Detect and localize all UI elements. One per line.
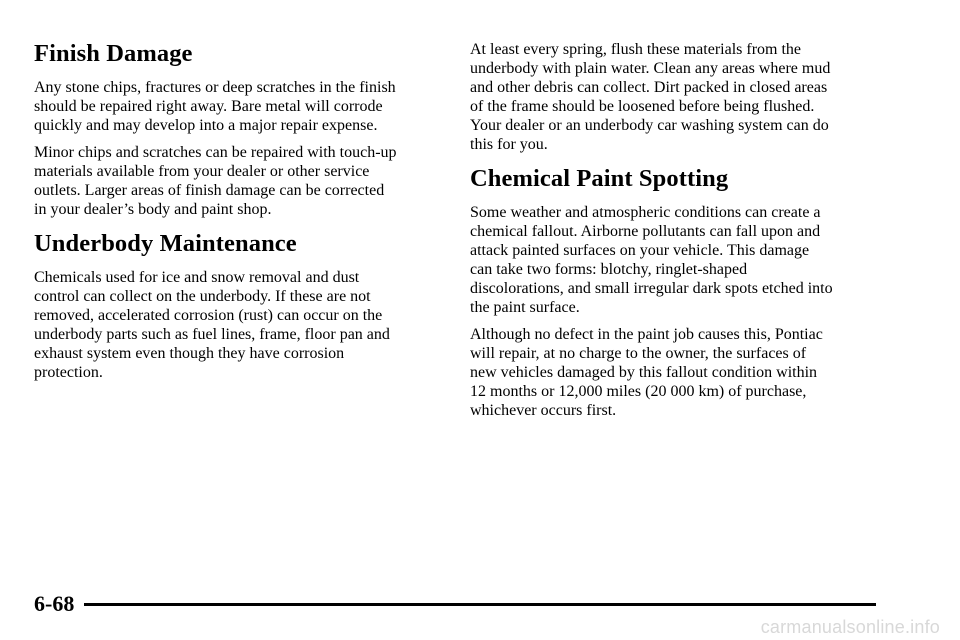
watermark: carmanualsonline.info [760, 617, 940, 637]
chemical-paint-spotting-heading: Chemical Paint Spotting [470, 165, 729, 192]
finish-damage-paragraph-2: Minor chips and scratches can be repaired with touch-up materials available from your dealer or other service outlets. Larger areas of finish damage can be corrected in your dealer’s body and paint shop. [34, 144, 397, 218]
right-column [470, 40, 882, 420]
underbody-continued-paragraph: At least every spring, flush these materials from the underbody with plain water. Clean any areas where mud and other debris can collect. Dirt packed in closed areas of the frame should be loosened before being flushed. Your dealer or an underbody car washing system can do this for you. [470, 41, 831, 153]
footer-rule [84, 603, 876, 606]
chemical-paint-spotting-paragraph-1: Some weather and atmospheric conditions can create a chemical fallout. Airborne pollutants can fall upon and attack painted surfaces on your vehicle. This damage can take two forms: blotchy, ringlet-shaped discolorations, and small irregular dark spots etched into the paint surface. [470, 204, 833, 316]
finish-damage-heading: Finish Damage [34, 40, 193, 67]
left-column [34, 40, 444, 382]
underbody-maintenance-paragraph-1: Chemicals used for ice and snow removal and dust control can collect on the underbody. If these are not removed, accelerated corrosion (rust) can occur on the underbody parts such as fuel lines, frame, floor pan and exhaust system even though they have corrosion protection. [34, 269, 390, 381]
page-footer [34, 592, 876, 616]
finish-damage-paragraph-1: Any stone chips, fractures or deep scratches in the finish should be repaired right away. Bare metal will corrode quickly and may develop into a major repair expense. [34, 79, 396, 134]
chemical-paint-spotting-paragraph-2: Although no defect in the paint job causes this, Pontiac will repair, at no charge to the owner, the surfaces of new vehicles damaged by this fallout condition within 12 months or 12,000 miles (20 000 km) of purchase, whichever occurs first. [470, 326, 823, 419]
underbody-maintenance-heading: Underbody Maintenance [34, 230, 297, 257]
page-number: 6-68 [34, 591, 75, 616]
